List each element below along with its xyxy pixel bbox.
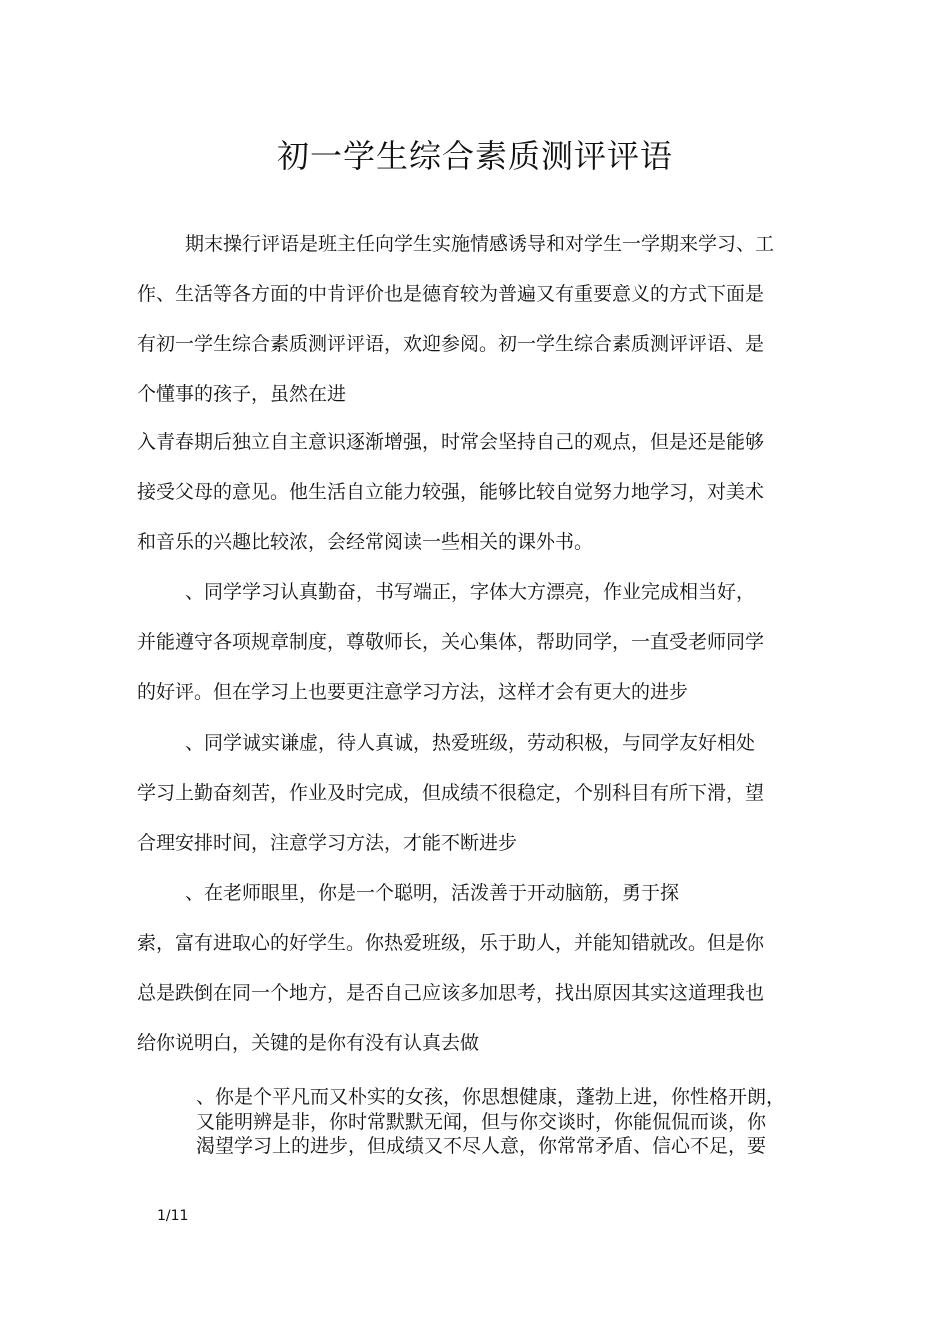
- paragraph-line: 、同学诚实谦虚，待人真诚，热爱班级，劳动积极，与同学友好相处: [185, 732, 756, 754]
- paragraph-line: 又能明辨是非，你时常默默无闻，但与你交谈时，你能侃侃而谈，你: [196, 1111, 767, 1133]
- paragraph-line: 和音乐的兴趣比较浓，会经常阅读一些相关的课外书。: [137, 531, 594, 553]
- paragraph-line: 接受父母的意见。他生活自立能力较强，能够比较自觉努力地学习，对美术: [137, 481, 765, 503]
- paragraph-line: 索，富有进取心的好学生。你热爱班级，乐于助人，并能知错就改。但是你: [137, 932, 765, 954]
- paragraph-line: 、在老师眼里，你是一个聪明，活泼善于开动脑筋，勇于探: [185, 882, 680, 904]
- paragraph-line: 给你说明白，关键的是你有没有认真去做: [137, 1032, 480, 1054]
- paragraph-line: 总是跌倒在同一个地方，是否自己应该多加思考，找出原因其实这道理我也: [137, 982, 765, 1004]
- paragraph-line: 、你是个平凡而又朴实的女孩，你思想健康，蓬勃上进，你性格开朗，: [196, 1086, 786, 1108]
- paragraph-line: 合理安排时间，注意学习方法，才能不断进步: [137, 832, 518, 854]
- paragraph-line: 有初一学生综合素质测评评语，欢迎参阅。初一学生综合素质测评评语、是: [137, 333, 765, 355]
- paragraph-line: 、同学学习认真勤奋，书写端正，字体大方漂亮，作业完成相当好，: [185, 581, 756, 603]
- paragraph-line: 学习上勤奋刻苦，作业及时完成，但成绩不很稳定，个别科目有所下滑，望: [137, 782, 765, 804]
- document-title: 初一学生综合素质测评评语: [276, 137, 673, 175]
- paragraph-line: 个懂事的孩子，虽然在进: [137, 383, 347, 405]
- paragraph-line: 渴望学习上的进步，但成绩又不尽人意，你常常矛盾、信心不足，要: [196, 1135, 767, 1157]
- paragraph-line: 期末操行评语是班主任向学生实施情感诱导和对学生一学期来学习、工: [185, 233, 775, 255]
- paragraph-line: 入青春期后独立自主意识逐渐增强，时常会坚持自己的观点，但是还是能够: [137, 431, 765, 453]
- paragraph-line: 的好评。但在学习上也要更注意学习方法，这样才会有更大的进步: [137, 681, 689, 703]
- paragraph-line: 并能遵守各项规章制度，尊敬师长，关心集体，帮助同学，一直受老师同学: [137, 631, 765, 653]
- page-number: 1/11: [157, 1208, 189, 1224]
- paragraph-line: 作、生活等各方面的中肯评价也是德育较为普遍又有重要意义的方式下面是: [137, 283, 765, 305]
